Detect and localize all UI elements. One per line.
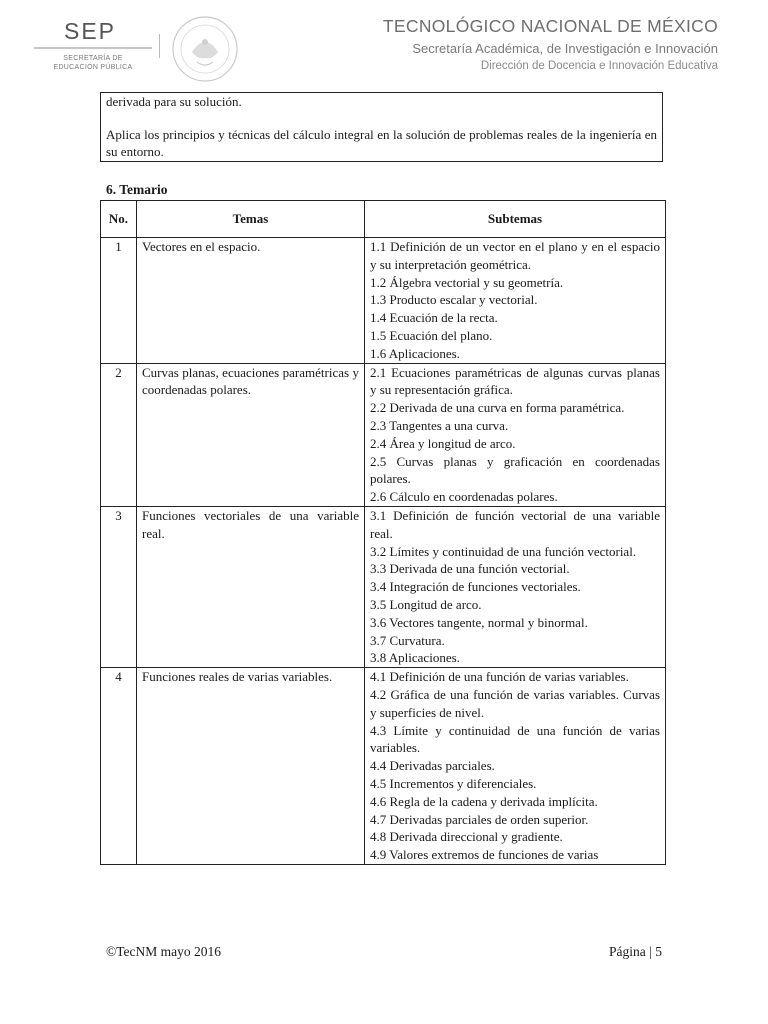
- header-temas: Temas: [137, 201, 365, 238]
- subtema-item: 1.4 Ecuación de la recta.: [370, 310, 498, 326]
- mexico-seal-icon: [170, 14, 240, 84]
- row-tema: Funciones reales de varias variables.: [137, 668, 365, 865]
- table-row: [101, 363, 666, 506]
- table-row: [101, 506, 666, 667]
- row-number: 2: [101, 363, 137, 506]
- subtema-item: 2.3 Tangentes a una curva.: [370, 417, 509, 433]
- continuation-box: [100, 92, 663, 162]
- row-subtemas: [365, 506, 666, 667]
- subtema-item: 4.4 Derivadas parciales.: [370, 758, 495, 774]
- subtema-item: 3.5 Longitud de arco.: [370, 596, 482, 612]
- subtema-item: 3.1 Definición de función vectorial de una variable real.: [370, 507, 660, 541]
- section-title: 6. Temario: [106, 182, 168, 197]
- row-subtemas: [365, 238, 666, 364]
- row-tema: Funciones vectoriales de una variable real.: [137, 506, 365, 667]
- subtema-item: 4.2 Gráfica de una función de varias variables. Curvas y superficies de nivel.: [370, 686, 660, 720]
- subtema-item: 4.8 Derivada direccional y gradiente.: [370, 829, 563, 845]
- institution-subtitle: Secretaría Académica, de Investigación e Innovación: [412, 41, 718, 56]
- institution-title: TECNOLÓGICO NACIONAL DE MÉXICO: [382, 16, 718, 36]
- header-divider: [159, 34, 160, 58]
- subtema-item: 3.8 Aplicaciones.: [370, 650, 460, 666]
- row-number: 3: [101, 506, 137, 667]
- subtema-item: 1.6 Aplicaciones.: [370, 345, 460, 361]
- subtema-item: 3.2 Límites y continuidad de una función vectorial.: [370, 543, 637, 559]
- row-tema: Vectores en el espacio.: [137, 238, 365, 364]
- row-subtemas: [365, 363, 666, 506]
- subtema-item: 3.4 Integración de funciones vectoriales.: [370, 579, 581, 595]
- row-tema: Curvas planas, ecuaciones paramétricas y coordenadas polares.: [137, 363, 365, 506]
- sep-logo-subtitle: [34, 54, 152, 72]
- subtema-item: 2.2 Derivada de una curva en forma paramétrica.: [370, 400, 625, 416]
- footer-copyright: ©TecNM mayo 2016: [106, 944, 222, 959]
- sep-logo-word: SEP: [64, 18, 117, 44]
- table-row: [101, 668, 666, 865]
- subtema-item: 3.6 Vectores tangente, normal y binormal.: [370, 614, 588, 630]
- institution-department: Dirección de Docencia e Innovación Educativa: [480, 60, 718, 72]
- subtema-item: 4.5 Incrementos y diferenciales.: [370, 775, 537, 791]
- page-header: [0, 0, 768, 86]
- subtema-item: 2.6 Cálculo en coordenadas polares.: [370, 489, 558, 505]
- table-header-row: [101, 201, 666, 238]
- subtema-item: 2.1 Ecuaciones paramétricas de algunas curvas planas y su representación gráfica.: [370, 364, 660, 398]
- subtema-item: 2.5 Curvas planas y graficación en coordenadas polares.: [370, 453, 660, 487]
- header-subtemas: Subtemas: [365, 201, 666, 238]
- subtema-item: 2.4 Área y longitud de arco.: [370, 435, 516, 451]
- row-subtemas: [365, 668, 666, 865]
- row-number: 4: [101, 668, 137, 865]
- subtema-item: 1.2 Álgebra vectorial y su geometría.: [370, 274, 564, 290]
- subtema-item: 1.1 Definición de un vector en el plano y en el espacio y su interpretación geométrica.: [370, 239, 660, 272]
- subtema-item: 1.5 Ecuación del plano.: [370, 327, 493, 343]
- table-row: [101, 238, 666, 364]
- continuation-line: derivada para su solución.: [106, 94, 242, 109]
- subtema-item: 4.7 Derivadas parciales de orden superior.: [370, 811, 589, 827]
- header-no: No.: [101, 201, 137, 238]
- sep-logo-line: [34, 47, 152, 49]
- subtema-item: 3.3 Derivada de una función vectorial.: [370, 561, 570, 577]
- temario-table: [100, 200, 666, 865]
- row-number: 1: [101, 238, 137, 364]
- sep-logo-sub-line-2: EDUCACIÓN PÚBLICA: [53, 64, 133, 71]
- subtema-item: 3.7 Curvatura.: [370, 632, 445, 648]
- sep-logo-sub-line-1: SECRETARÍA DE: [63, 55, 123, 62]
- subtema-item: 4.1 Definición de una función de varias variables.: [370, 669, 629, 685]
- sep-logo: [34, 18, 152, 78]
- subtema-item: 4.6 Regla de la cadena y derivada implícita.: [370, 793, 598, 809]
- subtema-item: 1.3 Producto escalar y vectorial.: [370, 292, 538, 308]
- subtema-item: 4.9 Valores extremos de funciones de varias: [370, 847, 599, 863]
- subtema-item: 4.3 Límite y continuidad de una función de varias variables.: [370, 722, 660, 756]
- continuation-paragraph: Aplica los principios y técnicas del cálculo integral en la solución de problemas reales de la ingeniería en su entorno.: [106, 127, 657, 159]
- footer-page-number: Página | 5: [609, 944, 662, 959]
